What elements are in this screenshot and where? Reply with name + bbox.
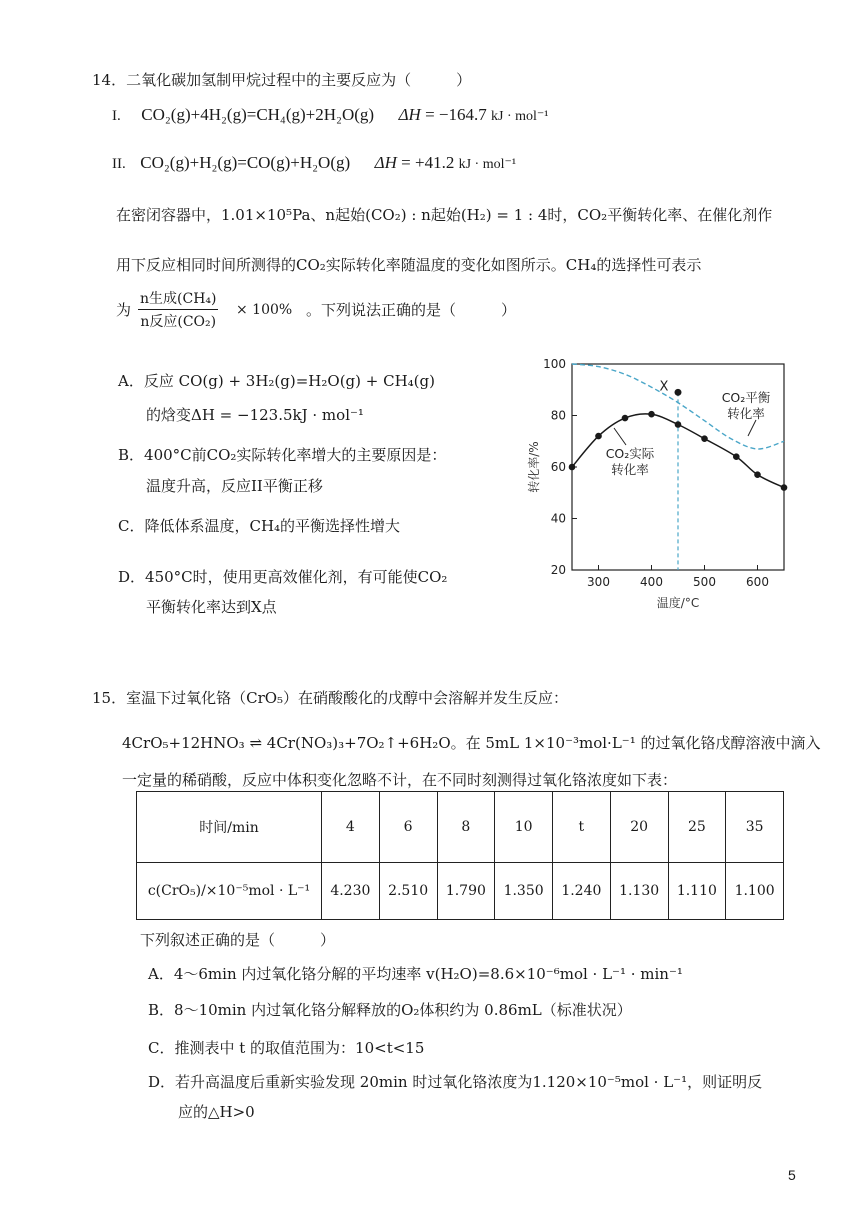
table-cell: 1.100 <box>726 862 784 919</box>
table-cell: 20 <box>610 792 668 863</box>
q15-option-b: B．8～10min 内过氧化铬分解释放的O₂体积约为 0.86mL（标准状况） <box>148 1001 632 1019</box>
table-header-concentration: c(CrO₅)/×10⁻⁵mol · L⁻¹ <box>137 862 322 919</box>
table-header-time: 时间/min <box>137 792 322 863</box>
table-cell: t <box>553 792 611 863</box>
q15-reaction-line: 4CrO₅+12HNO₃ ⇌ 4Cr(NO₃)₃+7O₂↑+6H₂O。在 5mL 1×10⁻³mol·L⁻¹ 的过氧化铬戊醇溶液中滴入 <box>122 734 821 752</box>
q14-reaction-1 <box>112 105 549 125</box>
q14-option-b-line2: 温度升高，反应II平衡正移 <box>146 477 323 495</box>
q14-reaction-2 <box>112 153 516 173</box>
roman-numeral: II. <box>112 156 126 172</box>
series-actual-point <box>648 411 655 418</box>
q14-line5-prefix: 为 <box>116 301 132 319</box>
q15-prompt: 下列叙述正确的是（ ） <box>140 931 336 949</box>
q14-header: 14．二氧化碳加氢制甲烷过程中的主要反应为（ ） <box>92 71 472 89</box>
q14-description-line: 用下反应相同时间所测得的CO₂实际转化率随温度的变化如图所示。CH₄的选择性可表示 <box>116 256 702 274</box>
delta-h-value: = +41.2 <box>401 153 455 172</box>
delta-h-label: ΔH <box>374 153 397 172</box>
q14-condition-line: 在密闭容器中，1.01×10⁵Pa、n起始(CO₂) : n起始(H₂) = 1 : 4时，CO₂平衡转化率、在催化剂作 <box>116 206 773 224</box>
q14-option-b-line1: B．400°C前CO₂实际转化率增大的主要原因是： <box>118 446 447 464</box>
q15-header: 15．室温下过氧化铬（CrO₅）在硝酸酸化的戊醇中会溶解并发生反应： <box>92 689 569 707</box>
table-cell: 1.790 <box>437 862 495 919</box>
delta-h-label: ΔH <box>398 105 421 124</box>
series-actual-point <box>754 471 761 478</box>
fraction-times: × 100% <box>236 302 293 318</box>
conversion-rate-chart <box>510 350 800 620</box>
q14-option-a-line2: 的焓变ΔH = −123.5kJ · mol⁻¹ <box>146 406 364 424</box>
actual-label: CO₂实际 <box>605 446 655 461</box>
q15-option-d-line2: 应的△H>0 <box>178 1103 255 1121</box>
equilibrium-label: 转化率 <box>727 406 765 421</box>
equilibrium-label: CO₂平衡 <box>721 390 771 405</box>
actual-leader-line <box>614 428 626 445</box>
y-tick-label: 40 <box>550 511 566 526</box>
table-cell: 8 <box>437 792 495 863</box>
table-cell: 4.230 <box>322 862 380 919</box>
series-actual-point <box>675 421 682 428</box>
q15-option-d-line1: D．若升高温度后重新实验发现 20min 时过氧化铬浓度为1.120×10⁻⁵mol · L⁻¹，则证明反 <box>148 1073 763 1091</box>
y-tick-label: 80 <box>550 408 566 423</box>
page-number: 5 <box>788 1167 796 1183</box>
table-cell: 1.240 <box>553 862 611 919</box>
table-cell: 4 <box>322 792 380 863</box>
fraction-denominator: n反应(CO₂) <box>140 314 217 330</box>
table-cell: 10 <box>495 792 553 863</box>
selectivity-fraction <box>138 288 218 331</box>
fraction-numerator: n生成(CH₄) <box>138 288 218 310</box>
y-tick-label: 100 <box>543 357 566 371</box>
equilibrium-leader-line <box>748 420 756 436</box>
equation: CO₂(g)+4H₂(g)=CH₄(g)+2H₂O(g) <box>141 105 375 124</box>
x-tick-label: 500 <box>693 575 716 589</box>
point-x-marker <box>675 389 682 396</box>
series-actual-point <box>781 484 788 491</box>
table-cell: 25 <box>668 792 726 863</box>
x-tick-label: 600 <box>746 575 769 589</box>
unit: kJ · mol⁻¹ <box>458 157 517 172</box>
q14-option-d-line1: D．450°C时，使用更高效催化剂，有可能使CO₂ <box>118 568 448 586</box>
table-row-concentration <box>137 862 784 919</box>
q15-option-a: A．4～6min 内过氧化铬分解的平均速率 v(H₂O)=8.6×10⁻⁶mol · L⁻¹ · min⁻¹ <box>148 965 683 983</box>
table-cell: 2.510 <box>379 862 437 919</box>
q15-intro-line: 一定量的稀硝酸，反应中体积变化忽略不计，在不同时刻测得过氧化铬浓度如下表： <box>122 771 678 789</box>
x-tick-label: 400 <box>640 575 663 589</box>
table-cell: 1.350 <box>495 862 553 919</box>
roman-numeral: I. <box>112 108 121 124</box>
delta-h-value: = −164.7 <box>425 105 487 124</box>
equation: CO₂(g)+H₂(g)=CO(g)+H₂O(g) <box>140 153 351 172</box>
q15-option-c: C．推测表中 t 的取值范围为：10<t<15 <box>148 1039 425 1057</box>
chart-labels <box>606 379 771 477</box>
series-actual-point <box>622 415 629 422</box>
table-cell: 1.130 <box>610 862 668 919</box>
table-cell: 35 <box>726 792 784 863</box>
x-axis-label: 温度/°C <box>656 596 700 610</box>
unit: kJ · mol⁻¹ <box>491 109 549 124</box>
series-actual-point <box>701 435 708 442</box>
q14-option-c: C．降低体系温度，CH₄的平衡选择性增大 <box>118 517 401 535</box>
x-tick-label: 300 <box>587 575 610 589</box>
point-x-label: X <box>659 379 669 395</box>
q14-option-d-line2: 平衡转化率达到X点 <box>146 598 277 616</box>
series-actual-point <box>595 433 602 440</box>
q14-option-a-line1: A．反应 CO(g) + 3H₂(g)=H₂O(g) + CH₄(g) <box>118 372 435 390</box>
q14-line5-suffix: 。下列说法正确的是（ ） <box>306 301 517 319</box>
table-row-time <box>137 792 784 863</box>
series-actual-point <box>733 453 740 460</box>
table-cell: 6 <box>379 792 437 863</box>
y-tick-label: 20 <box>550 563 566 577</box>
y-tick-label: 60 <box>550 460 566 474</box>
series-actual-point <box>569 464 576 471</box>
table-cell: 1.110 <box>668 862 726 919</box>
y-axis-label: 转化率/% <box>527 441 541 493</box>
concentration-table <box>136 791 784 920</box>
actual-label: 转化率 <box>611 462 649 477</box>
